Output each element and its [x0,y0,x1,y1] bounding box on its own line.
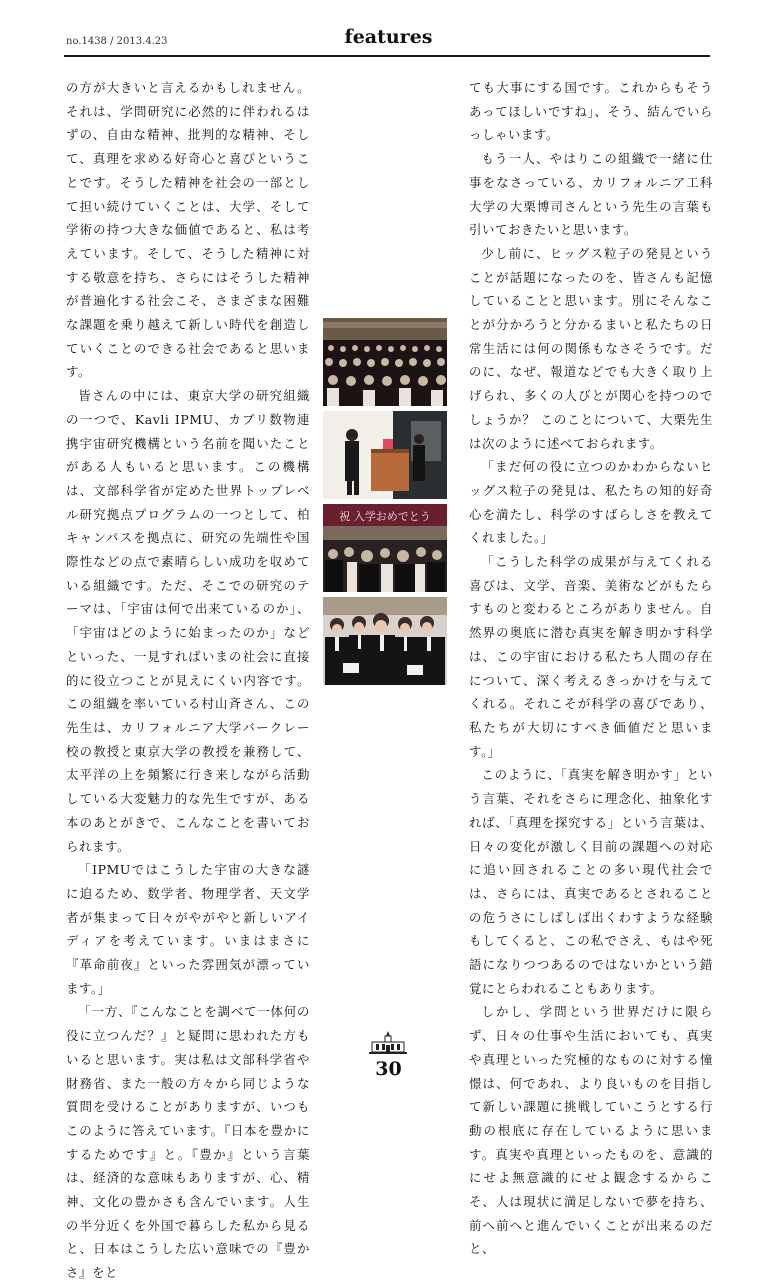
paragraph: 少し前に、ヒッグス粒子の発見ということが話題になったのを、皆さんも記憶していることと思います。別にそんなことが分かろうと分かるまいと私たちの日常生活には何の関係もなさそうです。だのに、なぜ、報道などでも大きく取り上げられ、多くの人びとが関心を持つのでしょうか？ このことについて、大栗先生は次のように述べておられます。 [469,245,713,451]
banner-text: 祝 入学おめでとう [339,510,431,523]
ceremony-photo-banner [323,504,447,592]
right-column [469,76,713,1261]
ceremony-photo-students [323,597,447,685]
quote-paragraph: 「こうした科学の成果が与えてくれる喜びは、文学、音楽、美術などがもたらすものと変わるところがありません。自然界の奥底に潜む真実を解き明かす科学は、この宇宙における私たち人間の存在について、深く考えるきっかけを与えてくれる。それこそが科学の喜びであり、私たちが大切にすべき価値だと思います。」 [469,554,713,759]
paragraph: の方が大きいと言えるかもしれません。それは、学問研究に必然的に伴われるはずの、自由な精神、批判的な精神、そして、真理を求める好奇心と喜びということです。そうした精神を社会の一部として担い続けていくことは、大学、そして学術の持つ大きな価値であると、私は考えています。そして、そうした精神に対する敬意を持ち、さらにはそうした精神が普遍化する社会こそ、さまざまな困難な課題を乗り越えて新しい時代を創造していくことのできる社会であると思います。 [66,80,310,380]
quote-paragraph: 「一方、『こんなことを調べて一体何の役に立つんだ？』と疑問に思われた方もいると思います。実は私は文部科学省や財務省、また一般の方々から同じような質問を受けることがありますが、いつもこのように答えています。『日本を豊かにするためです』と。『豊か』という言葉は、経済的な意味もありますが、心、精神、文化の豊かさも含んでいます。人生の半分近くを外国で暮らした私から見ると、日本はこうした広い意味での『豊かさ』をと [66,1004,310,1281]
issue-meta: no.1438 / 2013.4.23 [66,36,168,47]
paragraph: このように、「真実を解き明かす」という言葉、それをさらに理念化、抽象化すれば、「真理を探究する」という言葉は、日々の変化が激しく目前の課題への対応に追い回されることの多い現代社会では、さらには、真実であるとされることの危うさにしばしば出くわすような経験もしてくると、この私でさえ、もはや死語になりつつあるのではないかという錯覚にとらわれることもあります。 [469,767,713,996]
paragraph: もう一人、やはりこの組織で一緒に仕事をなさっている、カリフォルニア工科大学の大栗博司さんという先生の言葉も引いておきたいと思います。 [469,151,713,238]
quote-paragraph: 「IPMUではこうした宇宙の大きな謎に迫るため、数学者、物理学者、天文学者が集まって日々がやがやと新しいアイディアを考えています。いまはまさに『革命前夜』といった雰囲気が漂っています。」 [66,862,310,996]
ceremony-photo-audience [323,318,447,406]
paragraph: ても大事にする国です。これからもそうあってほしいですね」、そう、結んでいらっしゃいます。 [469,80,713,143]
header-rule [64,55,710,57]
section-title: features [344,26,433,48]
left-column [66,76,310,1285]
page-number: 30 [375,1058,402,1080]
photo-strip [323,318,447,690]
university-logo-icon [368,1030,408,1060]
paragraph: 皆さんの中には、東京大学の研究組織の一つで、Kavli IPMU、カブリ数物連携宇宙研究機構という名前を聞いたことがある人もいると思います。この機構は、文部科学省が定めた世界トップレベル研究拠点プログラムの一つとして、柏キャンパスを拠点に、研究の先端性や国際性などの点で素晴らしい成功を収めている組織です。ただ、そこでの研究のテーマは、「宇宙は何で出来ているのか」、「宇宙はどのように始まったのか」などといった、一見すればいまの社会に直接的に役立つことが見えにくい内容です。この組織を率いている村山斉さん、この先生は、カリフォルニア大学バークレー校の教授と東京大学の教授を兼務して、太平洋の上を頻繁に行き来しながら活動している大変魅力的な先生ですが、ある本のあとがきで、こんなことを書いておられます。 [66,388,310,854]
paragraph: しかし、学問という世界だけに限らず、日々の仕事や生活においても、真実や真理といった究極的なものに対する憧憬は、何であれ、より良いものを目指して新しい課題に挑戦していこうとする行動の根底に存在しているように思います。真実や真理といったものを、意識的にせよ無意識的にせよ観念するからこそ、人は現状に満足しないで夢を持ち、前へ前へと進んでいくことが出来るのだと、 [469,1004,713,1257]
quote-paragraph: 「まだ何の役に立つのかわからないヒッグス粒子の発見は、私たちの知的好奇心を満たし、科学のすばらしさを教えてくれました。」 [469,459,713,546]
ceremony-photo-podium [323,411,447,499]
